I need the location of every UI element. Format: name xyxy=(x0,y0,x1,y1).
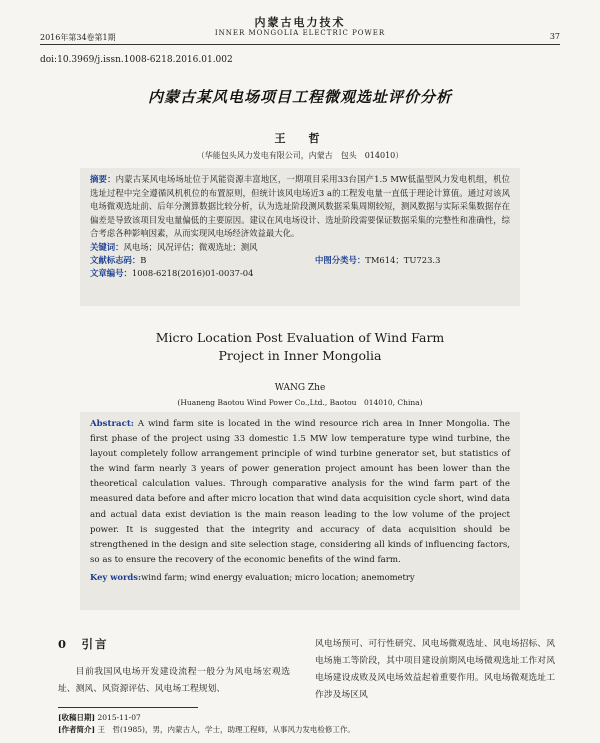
clc-label: 中图分类号： xyxy=(315,254,366,265)
abstract-en-text: A wind farm site is located in the wind resource rich area in Inner Mongolia. The first phase of the project using 33 domestic 1.5 MW low temperature type wind turbine, the layout completely follow arrangement principle of wind turbine generator set, but statistics of the wind farm nearly 3 years of power generation project amount has been lower than the theoretical calculation values. Through comparative analysis for the wind farm part of the measured data before and after micro location that wind data acquisition cycle short, wind data and actual data exist deviation is the main reason leading to the low volume of the project power. It is suggested that the integrity and accuracy of data acquisition should be strengthened in the design and site selection stage, considering all kinds of influencing factors, so as to ensure the recovery of the economic benefits of the wind farm. xyxy=(90,419,511,565)
abstract-cn-label: 摘要： xyxy=(90,174,116,184)
article-no-row xyxy=(90,267,510,280)
title-en-line2: Project in Inner Mongolia xyxy=(218,348,382,363)
article-no-label: 文章编号： xyxy=(90,267,132,278)
author-en: WANG Zhe xyxy=(274,383,326,393)
clc-value: TM614；TU723.3 xyxy=(365,254,441,265)
received-label: [收稿日期] xyxy=(58,713,96,722)
intro-paragraph-right: 风电场预可、可行性研究、风电场微观选址、风电场招标、风电场施工等阶段，其中项目建设前期风电场微观选址工作对风电场建设成败及风电场效益起着重要作用。风电场微观选址工作涉及场区风 xyxy=(315,639,555,700)
abstract-en-label: Abstract: xyxy=(90,419,134,429)
doc-code: B xyxy=(140,254,147,265)
abstract-en xyxy=(90,417,510,568)
footnotes xyxy=(58,712,355,736)
abstract-cn xyxy=(90,173,510,241)
abstract-en-box xyxy=(80,412,520,610)
title-en-line1: Micro Location Post Evaluation of Wind Farm xyxy=(155,330,445,345)
journal-name-cn: 内蒙古电力技术 xyxy=(254,16,346,29)
issue-info: 2016年第34卷第1期 xyxy=(40,33,116,42)
article-no: 1008-6218(2016)01-0037-04 xyxy=(131,267,254,278)
body-column-left xyxy=(58,636,290,698)
page-number: 37 xyxy=(549,32,560,41)
abstract-cn-text: 内蒙古某风电场场址位于风能资源丰富地区，一期项目采用33台国产1.5 MW低温型风力发电机组，机位选址过程中完全遵循风机机位的布置原则，但统计该风电场近3 a的工程发电量一直低于理论计算值。通过对该风电场微观选址前、后年分测算数据比较分析，认为选址阶段测风数据采集周期较短，测风数据与实际采集数据存在偏差是导致该项目发电量偏低的主要原因。建议在风电场设计、选址阶段需要保证数据采集的完整性和准确性，综合考虑各种影响因素，从而实现风电场经济效益最大化。 xyxy=(90,174,511,239)
bio-value: 王 哲(1985)，男，内蒙古人，学士，助理工程师，从事风力发电检修工作。 xyxy=(97,725,355,734)
keywords-cn-label: 关键词： xyxy=(90,241,124,252)
keywords-cn-text: 风电场；风况评估；微观选址；测风 xyxy=(123,241,258,252)
affiliation-cn: （华能包头风力发电有限公司，内蒙古 包头 014010） xyxy=(196,151,404,160)
clc-code xyxy=(315,254,440,267)
keywords-en-label: Key words: xyxy=(90,571,142,582)
keywords-en xyxy=(90,570,510,584)
bio-label: [作者简介] xyxy=(58,725,96,734)
keywords-cn xyxy=(90,241,510,254)
title-en xyxy=(40,329,560,365)
doc-code-label: 文献标志码： xyxy=(90,254,141,265)
doc-code-row xyxy=(90,254,510,267)
keywords-en-text: wind farm; wind energy evaluation; micro location; anemometry xyxy=(141,571,415,582)
footnote-divider xyxy=(58,707,198,708)
affiliation-en: (Huaneng Baotou Wind Power Co.,Ltd., Baotou 014010, China) xyxy=(177,398,423,407)
author-bio xyxy=(58,724,355,736)
received-value: 2015-11-07 xyxy=(97,713,141,722)
intro-paragraph-left: 目前我国风电场开发建设流程一般分为风电场宏观选址、测风、风资源评估、风电场工程规划、 xyxy=(58,667,290,694)
author-cn: 王 哲 xyxy=(274,132,326,145)
journal-name-en: INNER MONGOLIA ELECTRIC POWER xyxy=(214,29,386,37)
body-column-right xyxy=(315,636,555,704)
abstract-cn-box xyxy=(80,168,520,306)
received-date xyxy=(58,712,355,724)
section-heading-intro: 0 引言 xyxy=(58,637,109,651)
title-cn: 内蒙古某风电场项目工程微观选址评价分析 xyxy=(147,88,452,106)
doi: doi:10.3969/j.issn.1008-6218.2016.01.002 xyxy=(40,55,233,65)
running-header xyxy=(40,14,560,45)
